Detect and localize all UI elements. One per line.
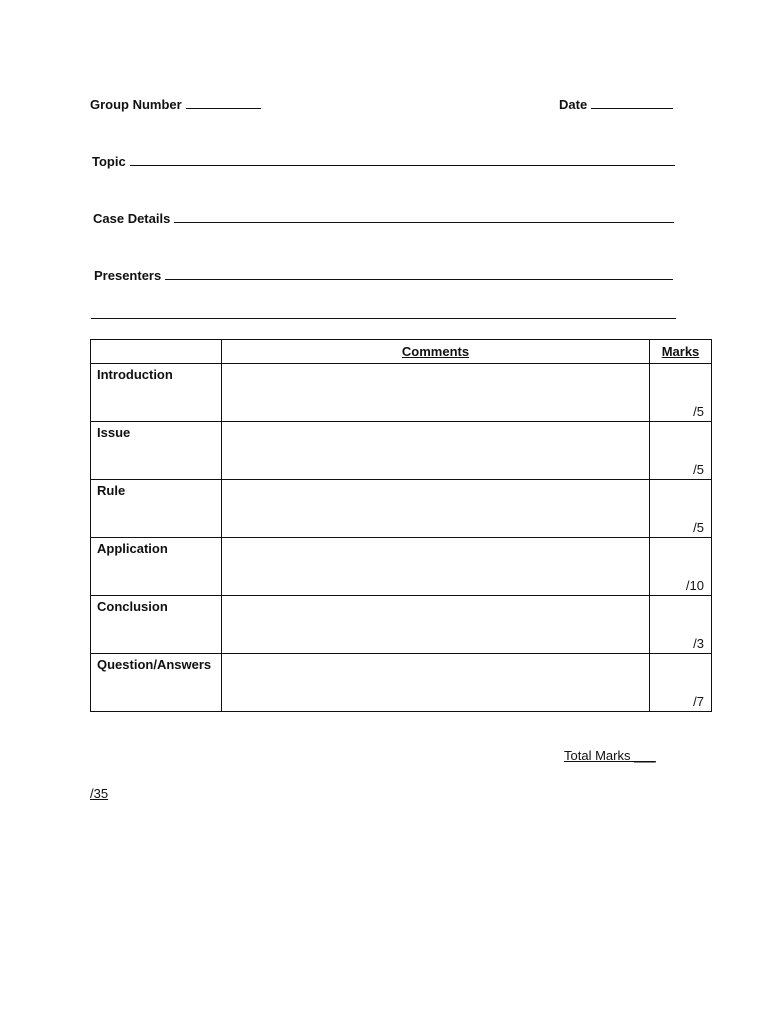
group-number-input-line[interactable] [186,95,261,109]
date-field [559,95,673,113]
criterion-cell: Application [91,538,222,596]
marks-cell[interactable]: /5 [650,480,712,538]
case-details-input-line[interactable] [174,209,674,223]
comments-header: Comments [222,340,650,364]
criterion-header [91,340,222,364]
marks-cell[interactable]: /3 [650,596,712,654]
criterion-cell: Rule [91,480,222,538]
criterion-cell: Introduction [91,364,222,422]
comments-cell[interactable] [222,654,650,712]
date-input-line[interactable] [591,95,673,109]
comments-cell[interactable] [222,422,650,480]
presenters-field [94,266,673,284]
criterion-cell: Question/Answers [91,654,222,712]
topic-input-line[interactable] [130,152,675,166]
group-number-field [90,95,261,113]
marks-cell[interactable]: /10 [650,538,712,596]
criterion-cell: Conclusion [91,596,222,654]
presenters-continuation-line[interactable] [91,318,676,319]
table-row [91,654,712,712]
table-row [91,422,712,480]
comments-cell[interactable] [222,480,650,538]
table-row [91,596,712,654]
date-label: Date [559,97,588,112]
comments-cell[interactable] [222,538,650,596]
presenters-input-line[interactable] [165,266,673,280]
topic-label: Topic [92,154,126,169]
comments-cell[interactable] [222,596,650,654]
criterion-cell: Issue [91,422,222,480]
case-details-field [93,209,674,227]
case-details-label: Case Details [93,211,171,226]
comments-cell[interactable] [222,364,650,422]
table-row [91,364,712,422]
marks-header: Marks [650,340,712,364]
marks-cell[interactable]: /5 [650,422,712,480]
topic-field [92,152,675,170]
total-marks-out-of: /35 [90,786,109,801]
total-marks-label: Total Marks ___ [564,748,656,763]
table-row [91,538,712,596]
presenters-label: Presenters [94,268,162,283]
rubric-table [90,339,712,712]
marks-cell[interactable]: /7 [650,654,712,712]
group-number-label: Group Number [90,97,182,112]
table-row [91,480,712,538]
marks-cell[interactable]: /5 [650,364,712,422]
table-header-row [91,340,712,364]
